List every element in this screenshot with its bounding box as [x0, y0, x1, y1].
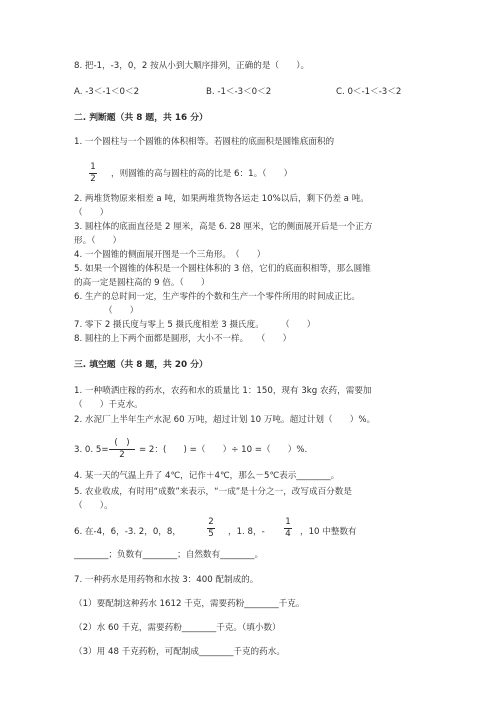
fill-q3-prefix: 3. 0. 5=: [74, 445, 109, 455]
judge-q2-line2: （ ）: [74, 208, 109, 218]
fill-q4: 4. 某一天的气温上升了 4℃，记作＋4℃，那么－5℃表示________。: [74, 471, 340, 481]
fraction-numerator: 1: [90, 162, 96, 172]
fill-q5-line2: （ ）。: [74, 501, 113, 511]
fill-q5-line1: 5. 农业收成，有时用“成数”来表示，“一成”是十分之一，改写成百分数是: [74, 487, 352, 497]
fill-q1-line1: 1. 一种喷洒庄稼的药水，农药和水的质量比 1：150，现有 3kg 农药，需要加: [74, 386, 372, 396]
judge-q8: 8. 圆柱的上下两个面都是圆形，大小不一样。 （ ）: [74, 334, 292, 344]
judge-q5-line1: 5. 如果一个圆锥的体积是一个圆柱体积的 3 倍，它们的底面积相等，那么圆锥: [74, 264, 371, 274]
fill-q3-suffix: = 2：( ) =（ ）÷ 10 =（ ）%.: [139, 445, 308, 455]
q8-option-b: B. -1＜-3＜0＜2: [206, 87, 272, 97]
judge-q6-line2: （ ）: [104, 306, 139, 316]
fraction-denominator: 2: [119, 450, 125, 460]
fill-q7-stem: 7. 一种药水是用药物和水按 3：400 配制成的。: [74, 575, 259, 585]
fill-q2: 2. 水泥厂上半年生产水泥 60 万吨，超过计划 10 万吨。超过计划（ ）%。: [74, 415, 376, 425]
fraction-numerator: 2: [208, 517, 214, 527]
q8-stem: 8. 把-1，-3，0，2 按从小到大顺序排列，正确的是（ ）。: [74, 61, 310, 71]
section3-heading: 三. 填空题（共 8 题，共 20 分）: [74, 360, 208, 370]
fill-q6-part3: ，10 中整数有: [300, 527, 357, 537]
fill-q7-sub2: （2）水 60 千克，需要药粉________千克。（填小数）: [74, 623, 281, 633]
fill-q6-part1: 6. 在-4，6，-3. 2，0，8，: [74, 527, 181, 537]
fill-q3-fraction: [107, 438, 137, 461]
section2-heading: 二. 判断题（共 8 题，共 16 分）: [74, 113, 208, 123]
judge-q1-line1: 1. 一个圆柱与一个圆锥的体积相等。若圆柱的底面积是圆锥底面积的: [74, 137, 335, 147]
judge-q4: 4. 一个圆锥的侧面展开图是一个三角形。 （ ）: [74, 250, 266, 260]
fraction-denominator: 2: [90, 174, 96, 184]
fill-q7-sub3: （3）用 48 千克药粉，可配制成________千克的药水。: [74, 647, 285, 657]
judge-q3-line2: 形。（ ）: [74, 236, 122, 246]
judge-q3-line1: 3. 圆柱体的底面直径是 2 厘米，高是 6. 28 厘米，它的侧面展开后是一个正方: [74, 222, 373, 232]
fill-q6-line2: ________；负数有________；自然数有________。: [74, 550, 264, 560]
fill-q6-fraction2: [282, 517, 294, 540]
fill-q6-part2: ，1. 8，-: [228, 527, 265, 537]
fraction-numerator: 1: [285, 517, 291, 527]
fraction-denominator: 5: [208, 529, 214, 539]
judge-q1-line2: ，则圆锥的高与圆柱的高的比是 6：1。（ ）: [111, 169, 293, 179]
judge-q6-line1: 6. 生产的总时间一定，生产零件的个数和生产一个零件所用的时间成正比。: [74, 292, 360, 302]
judge-q5-line2: 的高一定是圆柱高的 9 倍。（ ）: [74, 278, 210, 288]
q8-option-a: A. -3＜-1＜0＜2: [74, 87, 140, 97]
fill-q6-fraction1: [205, 517, 217, 540]
q8-option-c: C. 0＜-1＜-3＜2: [336, 87, 402, 97]
fill-q7-sub1: （1）要配制这种药水 1612 千克，需要药粉________千克。: [74, 599, 305, 609]
judge-q1-fraction: [87, 162, 99, 185]
fraction-numerator: ( ): [114, 438, 130, 448]
fraction-denominator: 4: [285, 529, 291, 539]
fill-q1-line2: （ ）千克水。: [74, 400, 143, 410]
judge-q2-line1: 2. 两堆货物原来相差 a 吨，如果两堆货物各运走 10%以后，剩下仍差 a 吨。: [74, 194, 369, 204]
judge-q7: 7. 零下 2 摄氏度与零上 5 摄氏度相差 3 摄氏度。 （ ）: [74, 320, 316, 330]
